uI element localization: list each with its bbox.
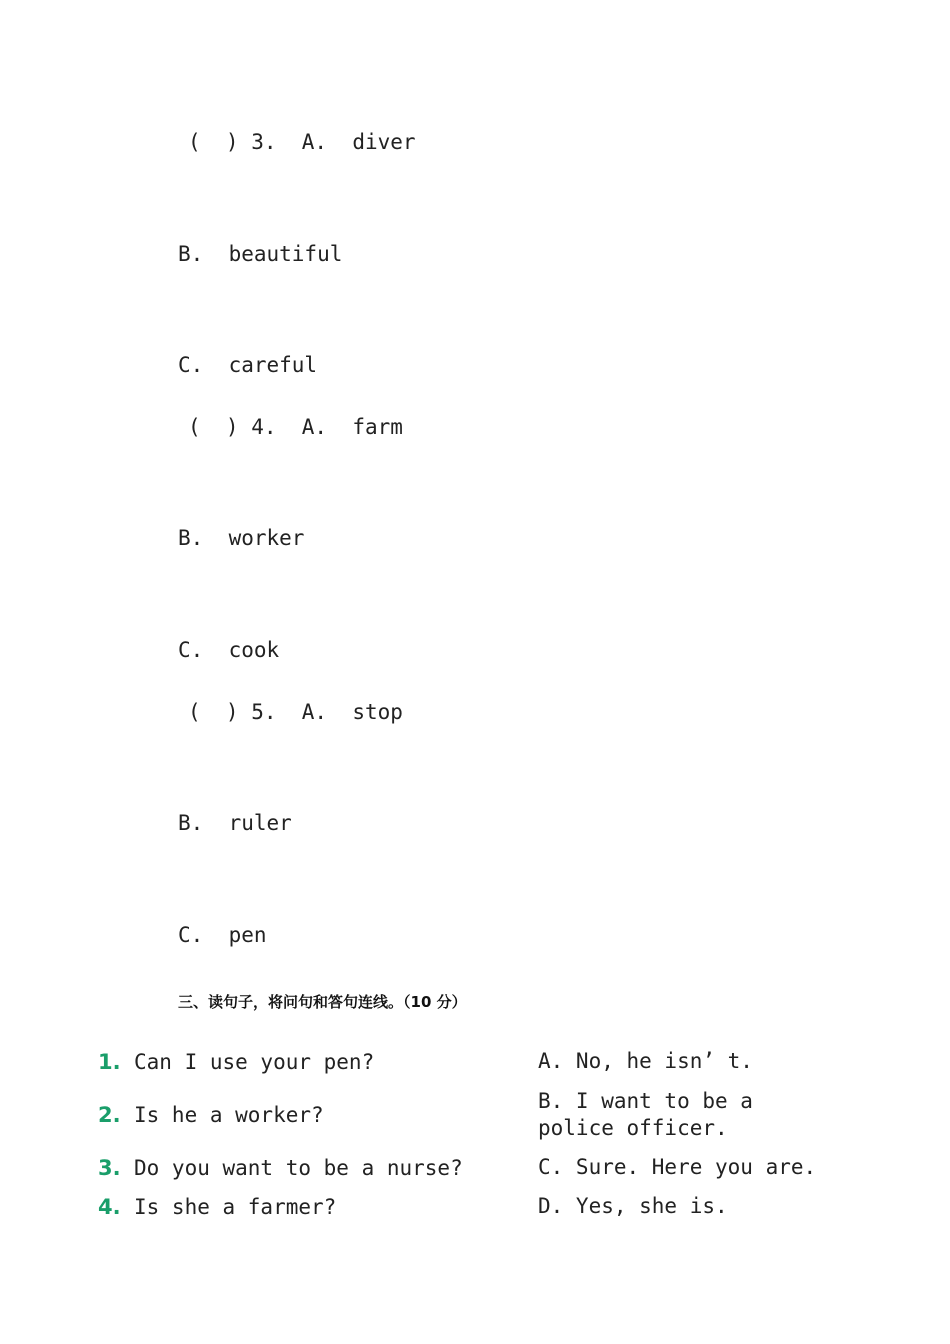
question-5-option-b: B. ruler: [178, 811, 292, 835]
question-5-option-c: C. pen: [178, 923, 267, 947]
match-question-text: Can I use your pen?: [134, 1050, 375, 1074]
match-question-number: 4.: [98, 1195, 121, 1219]
match-answer-c: C. Sure. Here you are.: [538, 1155, 817, 1179]
question-4-option-b: B. worker: [178, 526, 305, 550]
match-answer-a: A. No, he isn’ t.: [538, 1049, 753, 1073]
match-question-text: Do you want to be a nurse?: [134, 1156, 463, 1180]
match-answer-b: B. I want to be a police officer.: [538, 1089, 753, 1140]
match-question-number: 2.: [98, 1103, 121, 1127]
question-5-stem: ( ) 5. A. stop: [188, 700, 403, 724]
section-3-title: 三、读句子，将问句和答句连线。（10 分）: [178, 993, 467, 1011]
match-question-text: Is he a worker?: [134, 1103, 324, 1127]
match-answer-d: D. Yes, she is.: [538, 1194, 728, 1218]
question-4-option-c: C. cook: [178, 638, 280, 662]
question-3-option-b: B. beautiful: [178, 242, 343, 266]
match-question-text: Is she a farmer?: [134, 1195, 337, 1219]
question-3-option-c: C. careful: [178, 353, 318, 377]
question-3-stem: ( ) 3. A. diver: [188, 130, 416, 154]
match-question-number: 1.: [98, 1050, 121, 1074]
match-question-number: 3.: [98, 1156, 121, 1180]
question-4-stem: ( ) 4. A. farm: [188, 415, 403, 439]
